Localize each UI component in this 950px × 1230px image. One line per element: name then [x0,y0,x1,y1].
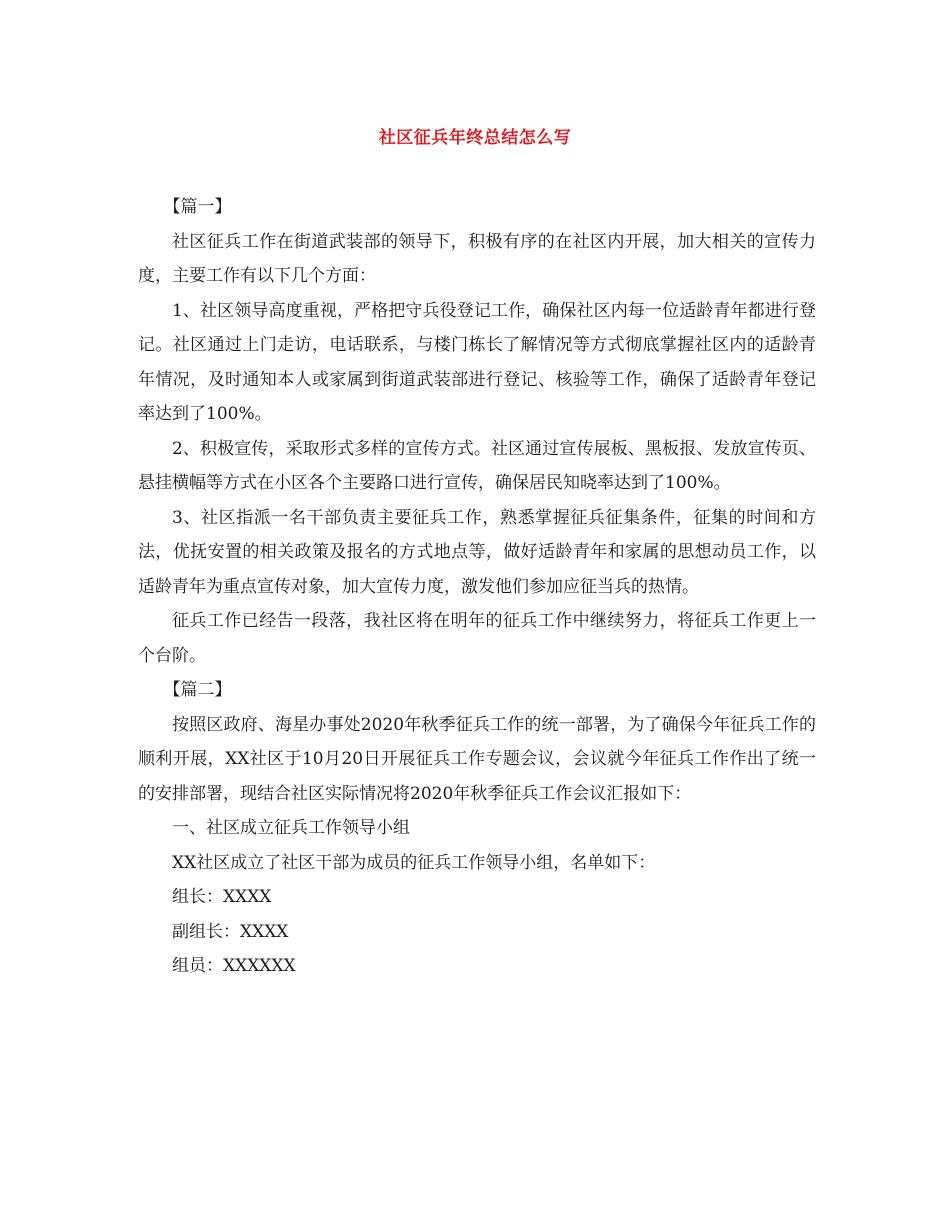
section1-paragraph-intro: 社区征兵工作在街道武装部的领导下，积极有序的在社区内开展，加大相关的宣传力度，主要工作有以下几个方面： [138,231,816,286]
document-body [138,190,816,984]
section2-subheading: 一、社区成立征兵工作领导小组 [172,818,410,838]
group-leader-line: 组长：XXXX [172,887,272,907]
document-title: 社区征兵年终总结怎么写 [378,128,572,148]
deputy-leader-line: 副组长：XXXX [172,921,289,942]
section1-paragraph-2: 2、积极宣传，采取形式多样的宣传方式。社区通过宣传展板、黑板报、发放宣传页、悬挂横幅等方式在小区各个主要路口进行宣传，确保居民知晓率达到了100%。 [138,438,816,493]
section1-paragraph-1: 1、社区领导高度重视，严格把守兵役登记工作，确保社区内每一位适龄青年都进行登记。社区通过上门走访，电话联系，与楼门栋长了解情况等方式彻底掌握社区内的适龄青年情况，及时通知本人或家属到街道武装部进行登记、核验等工作，确保了适龄青年登记率达到了100%。 [138,300,816,424]
section1-heading: 【篇一】 [163,197,232,217]
section1-paragraph-3: 3、社区指派一名干部负责主要征兵工作，熟悉掌握征兵征集条件，征集的时间和方法，优抚安置的相关政策及报名的方式地点等，做好适龄青年和家属的思想动员工作，以适龄青年为重点宣传对象，加大宣传力度，激发他们参加应征当兵的热情。 [138,507,816,597]
section2-paragraph-group: XX社区成立了社区干部为成员的征兵工作领导小组，名单如下： [172,852,656,873]
group-members-line: 组员：XXXXXX [172,956,296,976]
section1-paragraph-closing: 征兵工作已经告一段落，我社区将在明年的征兵工作中继续努力，将征兵工作更上一个台阶。 [138,611,816,666]
section2-paragraph-intro: 按照区政府、海星办事处2020年秋季征兵工作的统一部署，为了确保今年征兵工作的顺利开展，XX社区于10月20日开展征兵工作专题会议，会议就今年征兵工作作出了统一的安排部署，现结合社区实际情况将2020年秋季征兵工作会议汇报如下： [138,714,816,804]
section2-heading: 【篇二】 [163,680,232,700]
